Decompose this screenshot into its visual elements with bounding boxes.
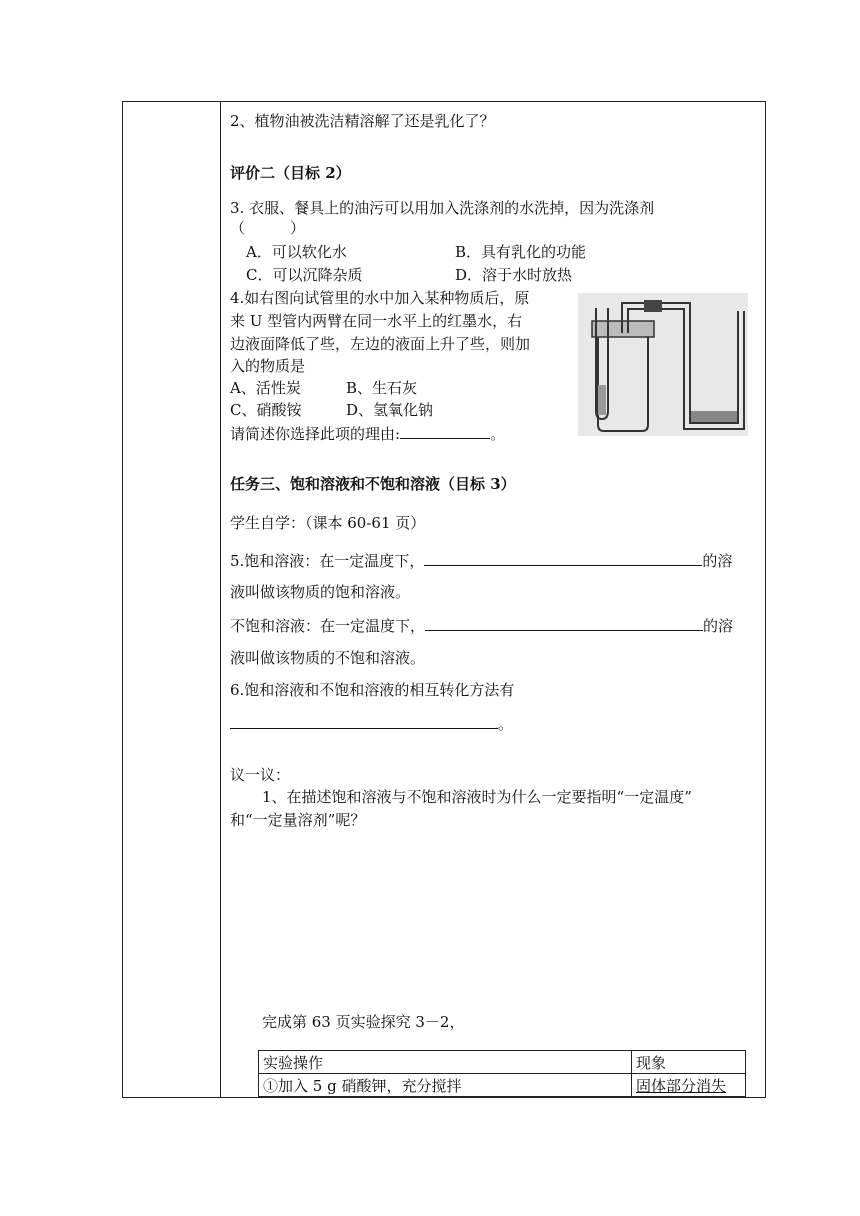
table-header-row [259,1051,746,1074]
q3-option-a: A．可以软化水 [246,243,347,261]
evaluation-2-title: 评价二（目标 2） [230,164,351,182]
discussion-title: 议一议： [230,766,291,784]
question-4-line-2: 来 U 型管内两臂在同一水平上的红墨水，右 [230,312,523,330]
q5-unsaturated-suffix: 的溶 [703,617,734,635]
experiment-table [258,1050,746,1097]
q5-saturated-line-2: 液叫做该物质的饱和溶液。 [230,583,411,601]
column-divider [220,101,221,1098]
q6-answer-blank [230,713,498,729]
q3-option-b: B．具有乳化的功能 [455,243,587,261]
question-3-stem: 3. 衣服、餐具上的油污可以用加入洗涤剂的水洗掉，因为洗涤剂 [230,199,655,217]
apparatus-figure [578,293,748,436]
q5-saturated-prefix: 5.饱和溶液：在一定温度下， [230,552,425,570]
question-4-line-1: 4.如右图向试管里的水中加入某种物质后，原 [230,289,530,307]
discussion-question-1-line-1: 1、在描述饱和溶液与不饱和溶液时为什么一定要指明“一定温度” [262,788,692,806]
header-operation: 实验操作 [259,1051,632,1074]
experiment-intro: 完成第 63 页实验探究 3－2， [262,1013,465,1031]
q4-reason-suffix: 。 [490,425,506,443]
q4-option-a: A、活性炭 [230,379,301,397]
question-6: 6.饱和溶液和不饱和溶液的相互转化方法有 [230,681,515,699]
q5-saturated-blank [424,550,702,566]
q5-unsaturated-blank [425,615,703,631]
q5-saturated-suffix: 的溶 [702,552,733,570]
q4-reason-prefix: 请简述你选择此项的理由: [230,425,401,443]
question-4-line-3: 边液面降低了些，左边的液面上升了些，则加 [230,335,531,353]
self-study-note: 学生自学：（课本 60-61 页） [230,514,426,532]
q5-unsaturated-prefix: 不饱和溶液：在一定温度下， [230,617,426,635]
q4-option-b: B、生石灰 [346,379,418,397]
question-4-line-4: 入的物质是 [230,357,306,375]
row-1-phenomenon: 固体部分消失 [632,1074,746,1097]
q6-answer [230,713,513,734]
q5-unsaturated-line-2: 液叫做该物质的不饱和溶液。 [230,649,426,667]
q5-unsaturated-definition [230,615,733,636]
header-phenomenon: 现象 [632,1051,746,1074]
discussion-question-1-line-2: 和“一定量溶剂”呢？ [230,811,366,829]
table-row [259,1074,746,1097]
row-1-operation: ①加入 5 g 硝酸钾，充分搅拌 [259,1074,632,1097]
page-frame [122,101,766,1098]
q3-option-d: D．溶于水时放热 [455,266,573,284]
q6-suffix: 。 [498,715,514,733]
task-3-title: 任务三、饱和溶液和不饱和溶液（目标 3） [230,475,516,493]
question-3-answer-blank: （ ） [230,219,306,237]
question-2: 2、植物油被洗洁精溶解了还是乳化了？ [230,112,495,130]
q4-option-c: C、硝酸铵 [230,401,302,419]
apparatus-diagram [578,293,748,436]
q4-reason-blank [400,423,490,439]
q5-saturated-definition [230,550,732,571]
q3-option-c: C．可以沉降杂质 [246,266,363,284]
q4-reason [230,423,505,444]
q4-option-d: D、氢氧化钠 [346,401,434,419]
